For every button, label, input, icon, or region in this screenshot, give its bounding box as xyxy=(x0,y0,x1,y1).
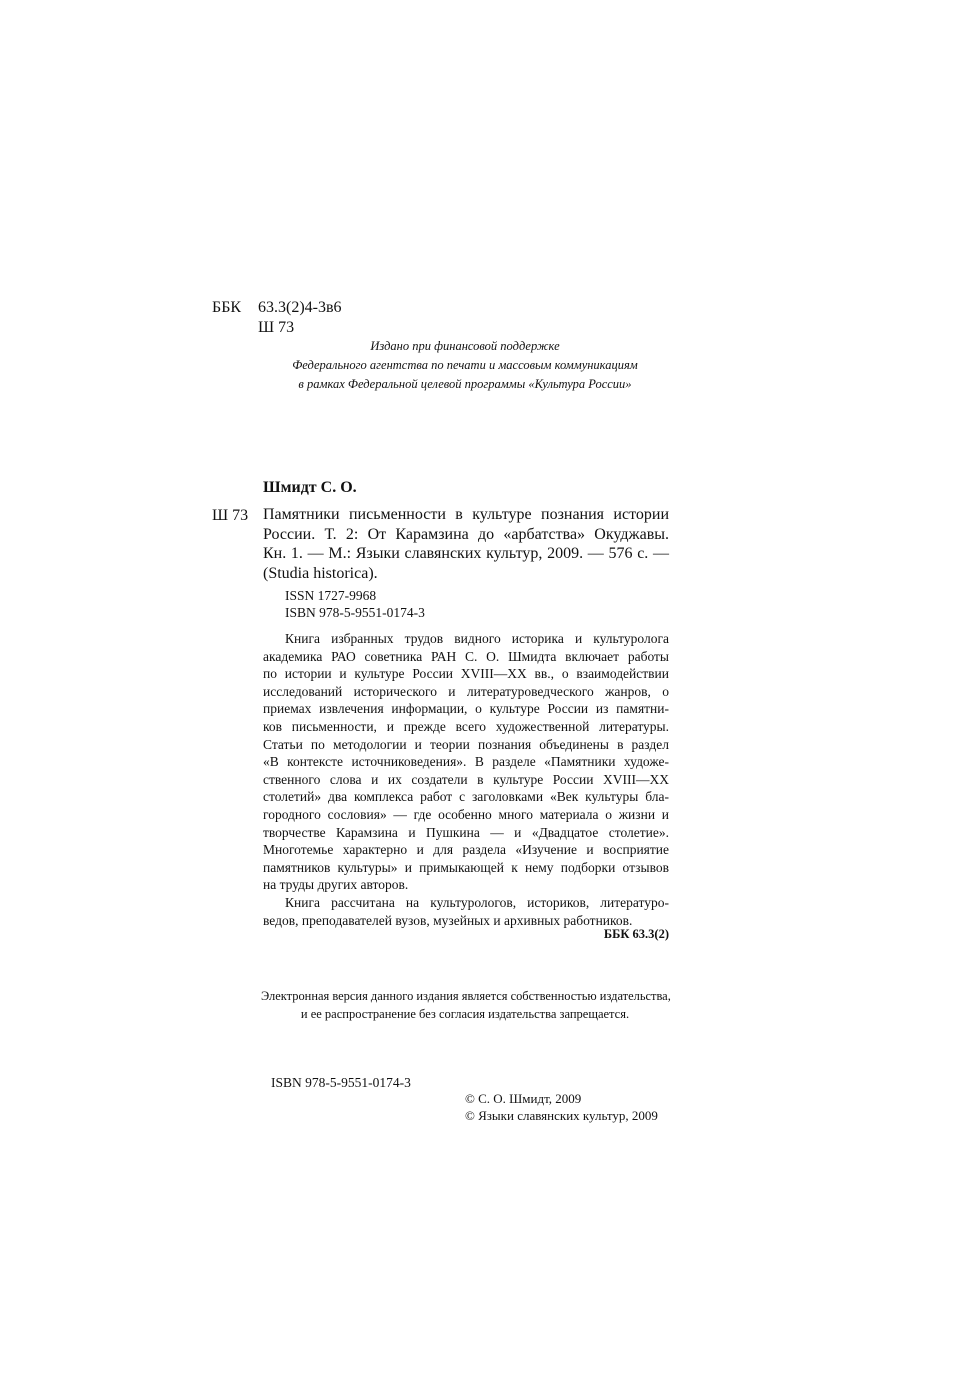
annotation-line: Книга рассчитана на культурологов, историков, литературо- xyxy=(285,894,669,910)
isbn-footer: ISBN 978-5-9551-0174-3 xyxy=(271,1075,411,1090)
isbn-catalog: ISBN 978-5-9551-0174-3 xyxy=(285,605,425,620)
bibliographic-description xyxy=(263,505,669,583)
notice-line: Электронная версия данного издания является собственностью издательства, xyxy=(260,989,671,1003)
issn: ISSN 1727-9968 xyxy=(285,588,377,603)
author-name: Шмидт С. О. xyxy=(263,479,357,496)
support-line: Федерального агентства по печати и массовым коммуникациям xyxy=(292,358,638,372)
author-sign-top: Ш 73 xyxy=(258,319,295,336)
bbk-label: ББК xyxy=(212,299,242,316)
annotation-line: творчестве Карамзина и Пушкина — и «Двадцатое столетие». xyxy=(263,824,669,840)
annotation-line: по истории и культуре России XVIII—XX вв., о взаимодействии xyxy=(263,666,669,682)
bbk-code: 63.3(2)4-3в6 xyxy=(258,299,342,316)
notice-line: и ее распространение без согласия издательства запрещается. xyxy=(300,1007,630,1021)
annotation-line: ведов, преподавателей вузов, музейных и архивных работников. xyxy=(263,912,633,928)
annotation-line: приемах извлечения информации, о культуре России из памятни- xyxy=(263,701,669,717)
support-notice xyxy=(260,337,670,394)
support-line: в рамках Федеральной целевой программы «Культура России» xyxy=(298,377,632,391)
annotation-line: городного сословия» — где особенно много материала о жизни и xyxy=(263,806,669,822)
annotation-line: Многотемье характерно и для раздела «Изучение и восприятие xyxy=(263,842,669,858)
title-line: (Studia historica). xyxy=(263,564,378,582)
copyright-block xyxy=(465,1090,658,1124)
annotation xyxy=(263,630,669,929)
annotation-line: исследований исторического и литературоведческого жанров, о xyxy=(263,683,669,699)
annotation-line: памятников культуры» и примыкающей к нему подборки отзывов xyxy=(263,859,669,875)
author-sign-catalog: Ш 73 xyxy=(212,507,249,524)
annotation-line: «В контексте источниковедения». В разделе «Памятники художе- xyxy=(263,754,669,770)
annotation-line: ков письменности, и прежде всего художественной литературы. xyxy=(263,718,669,734)
annotation-line: ственного слова и их создатели в культуре России XVIII—XX xyxy=(263,771,669,787)
bbk-bottom: ББК 63.3(2) xyxy=(603,927,669,941)
copyright-line: © С. О. Шмидт, 2009 xyxy=(465,1091,582,1106)
title-line: Памятники письменности в культуре познания истории xyxy=(263,506,669,523)
annotation-line: Статьи по методологии и теории познания объединены в раздел xyxy=(263,736,669,752)
support-line: Издано при финансовой поддержке xyxy=(370,339,560,353)
annotation-line: Книга избранных трудов видного историка и культуролога xyxy=(285,631,669,646)
copyright-line: © Языки славянских культур, 2009 xyxy=(465,1108,658,1123)
annotation-line: столетий» два комплекса работ с заголовками «Век культуры бла- xyxy=(263,789,669,805)
electronic-notice xyxy=(260,987,670,1023)
title-line: Кн. 1. — М.: Языки славянских культур, 2009. — 576 с. — xyxy=(263,545,669,562)
annotation-line: на труды других авторов. xyxy=(263,877,409,893)
title-line: России. Т. 2: От Карамзина до «арбатства» Окуджавы. xyxy=(263,525,669,543)
annotation-line: академика РАО советника РАН С. О. Шмидта включает работы xyxy=(263,648,669,664)
